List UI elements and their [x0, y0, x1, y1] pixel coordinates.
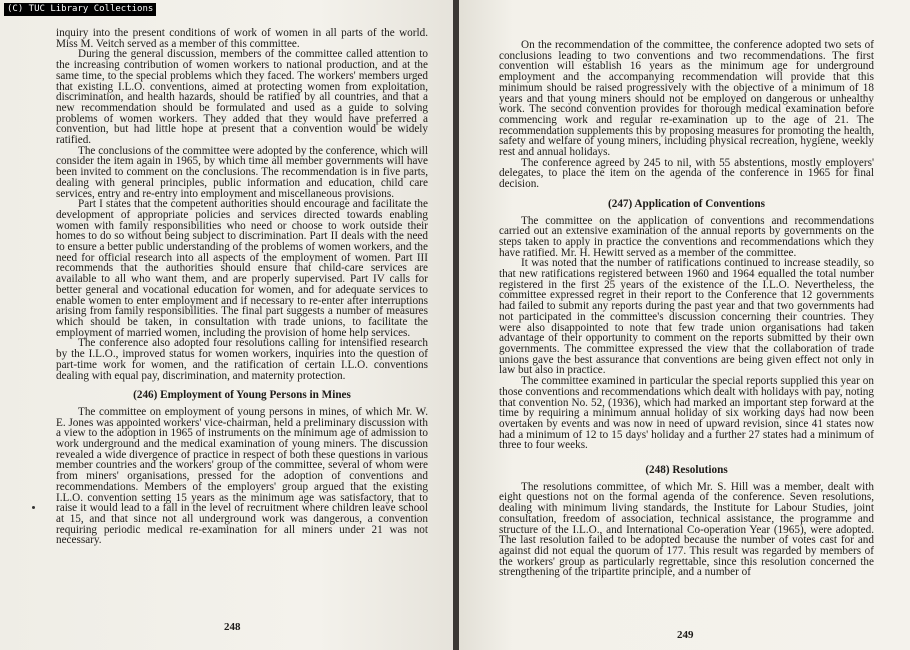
right-page	[459, 0, 910, 650]
left-page	[0, 0, 453, 650]
paragraph: On the recommendation of the committee, the conference adopted two sets of conclusions leading to two conventions and two recommendations. The first convention will establish 16 years as the minimum age for underground employment and the accompanying recommendation will provide that this minimum should be raised progressively with the objective of a minimum of 18 years and that young miners should not be employed on dangerous or unhealthy work. The second convention provides for thorough medical examination before commencing work and regular re-examination up to the age of 21. The recommendation supplements this by proposing measures for promoting the health, safety and welfare of young miners, including physical recreation, hygiene, weekly rest and annual holidays.	[499, 39, 874, 159]
paragraph: The committee examined in particular the special reports supplied this year on those conventions and recommendations which dealt with holidays with pay, noting that convention No. 52, (1936), which had marked an important step forward at the time by requiring a minimum annual holiday of six working days had now been overtaken by events and was now in need of upward revision, since 41 states now had a minimum of 12 to 15 days' holiday and a further 27 states had a minimum of three to four weeks.	[499, 375, 874, 452]
ink-dot	[32, 506, 35, 509]
right-page-body	[499, 40, 874, 578]
paragraph: inquiry into the present conditions of work of women in all parts of the world. Miss M. Veitch served as a member of this committee.	[56, 27, 428, 50]
collection-watermark: (C) TUC Library Collections	[4, 3, 156, 16]
paragraph: Part I states that the competent authorities should encourage and facilitate the development of appropriate policies and services directed towards enabling women with family responsibilities who need or choose to work outside their homes to do so without being subject to discrimination. Part II deals with the need to ensure a better public understanding of the problems of women workers, and the need for official research into all aspects of the employment of women. Part III recommends that the authorities should ensure that child-care services are available to all who want them, and are properly supervised. Part IV calls for better general and vocational education for women, and for adequate services to enable women to enter employment and if necessary to re-enter after interruptions arising from family responsibilities. The final part suggests a number of measures which should be taken, in consultation with trade unions, to facilitate the employment of married women, including the provision of home help services.	[56, 198, 428, 339]
page-number-right: 249	[677, 629, 694, 641]
paragraph: The resolutions committee, of which Mr. S. Hill was a member, dealt with eight questions not on the formal agenda of the conference. Seven resolutions, dealing with minimum living standards, the Institute for Labour Studies, joint consultation, freedom of association, technical assistance, the programme and structure of the I.L.O., and International Co-operation Year (1965), were adopted. The last resolution failed to be adopted because the number of votes cast for and against did not equal the quorum of 177. This result was regarded by members of the workers' group as particularly regrettable, since this resolution concerned the strengthening of the tripartite principle, and a number of	[499, 480, 874, 579]
section-heading-248: (248) Resolutions	[645, 464, 728, 477]
paragraph: The conference also adopted four resolutions calling for intensified research by the I.L.O., improved status for women workers, inquiries into the question of part-time work for women, and the ratification of certain I.L.O. conventions dealing with equal pay, discrimination, and maternity protection.	[56, 337, 428, 382]
paragraph: The conclusions of the committee were adopted by the conference, which will consider the item again in 1965, by which time all member governments will have been invited to comment on the conclusions. The recommendation is in five parts, dealing with general principles, public information and education, child care services, entry and re-entry into employment and miscellaneous provisions.	[56, 144, 428, 200]
paragraph: The committee on the application of conventions and recommendations carried out an extensive examination of the annual reports by governments on the steps taken to apply in practice the conventions and recommendations which they have ratified. Mr. H. Hewitt served as a member of the committee.	[499, 214, 874, 259]
section-heading-247: (247) Application of Conventions	[608, 197, 765, 210]
paragraph: During the general discussion, members of the committee called attention to the increasing contribution of women workers to national production, and at the same time, to the special problems which they faced. The workers' members urged that existing I.L.O. conventions, aimed at protecting women from exploitation, discrimination, and health hazards, should be ratified by all countries, and that a new recommendation should be formulated and used as a guide to solving problems of women workers. They added that they would have preferred a convention, but had little hope at present that a convention would be widely ratified.	[56, 48, 428, 147]
section-heading-246: (246) Employment of Young Persons in Mines	[133, 389, 351, 402]
page-number-left: 248	[224, 621, 241, 633]
paragraph: The committee on employment of young persons in mines, of which Mr. W. E. Jones was appointed workers' vice-chairman, held a preliminary discussion with a view to the adoption in 1965 of instruments on the minimum age of admission to work underground and the medical examination of young miners. The discussion revealed a wide divergence of practice in respect of both these questions in various member countries and the workers' group of the committee, several of whom were from miners' organisations, pressed for the adoption of conventions and recommendations. Members of the employers' group argued that the existing I.L.O. convention setting 15 years as the minimum age was satisfactory, that to raise it would lead to a fall in the level of recruitment where children leave school at 15, and that since not all underground work was dangerous, a convention requiring periodic medical re-examination for all miners under 21 was not necessary.	[56, 405, 428, 547]
left-page-body	[56, 28, 428, 546]
paragraph: The conference agreed by 245 to nil, with 55 abstentions, mostly employers' delegates, to place the item on the agenda of the conference in 1965 for final decision.	[499, 156, 874, 191]
paragraph: It was noted that the number of ratifications continued to increase steadily, so that new ratifications registered between 1960 and 1964 equalled the total number registered in the first 25 years of the existence of the I.L.O. Nevertheless, the committee expressed regret in their report to the Conference that 12 governments had failed to submit any reports during the past year and that two governments had not participated in the committee's discussion concerning their countries. They were also disappointed to note that few trade union organisations had taken advantage of their opportunity to comment on the reports submitted by their own governments. The committee expressed the view that the collaboration of trade unions gave the best assurance that conventions are being given effect not only in law but also in practice.	[499, 257, 874, 377]
